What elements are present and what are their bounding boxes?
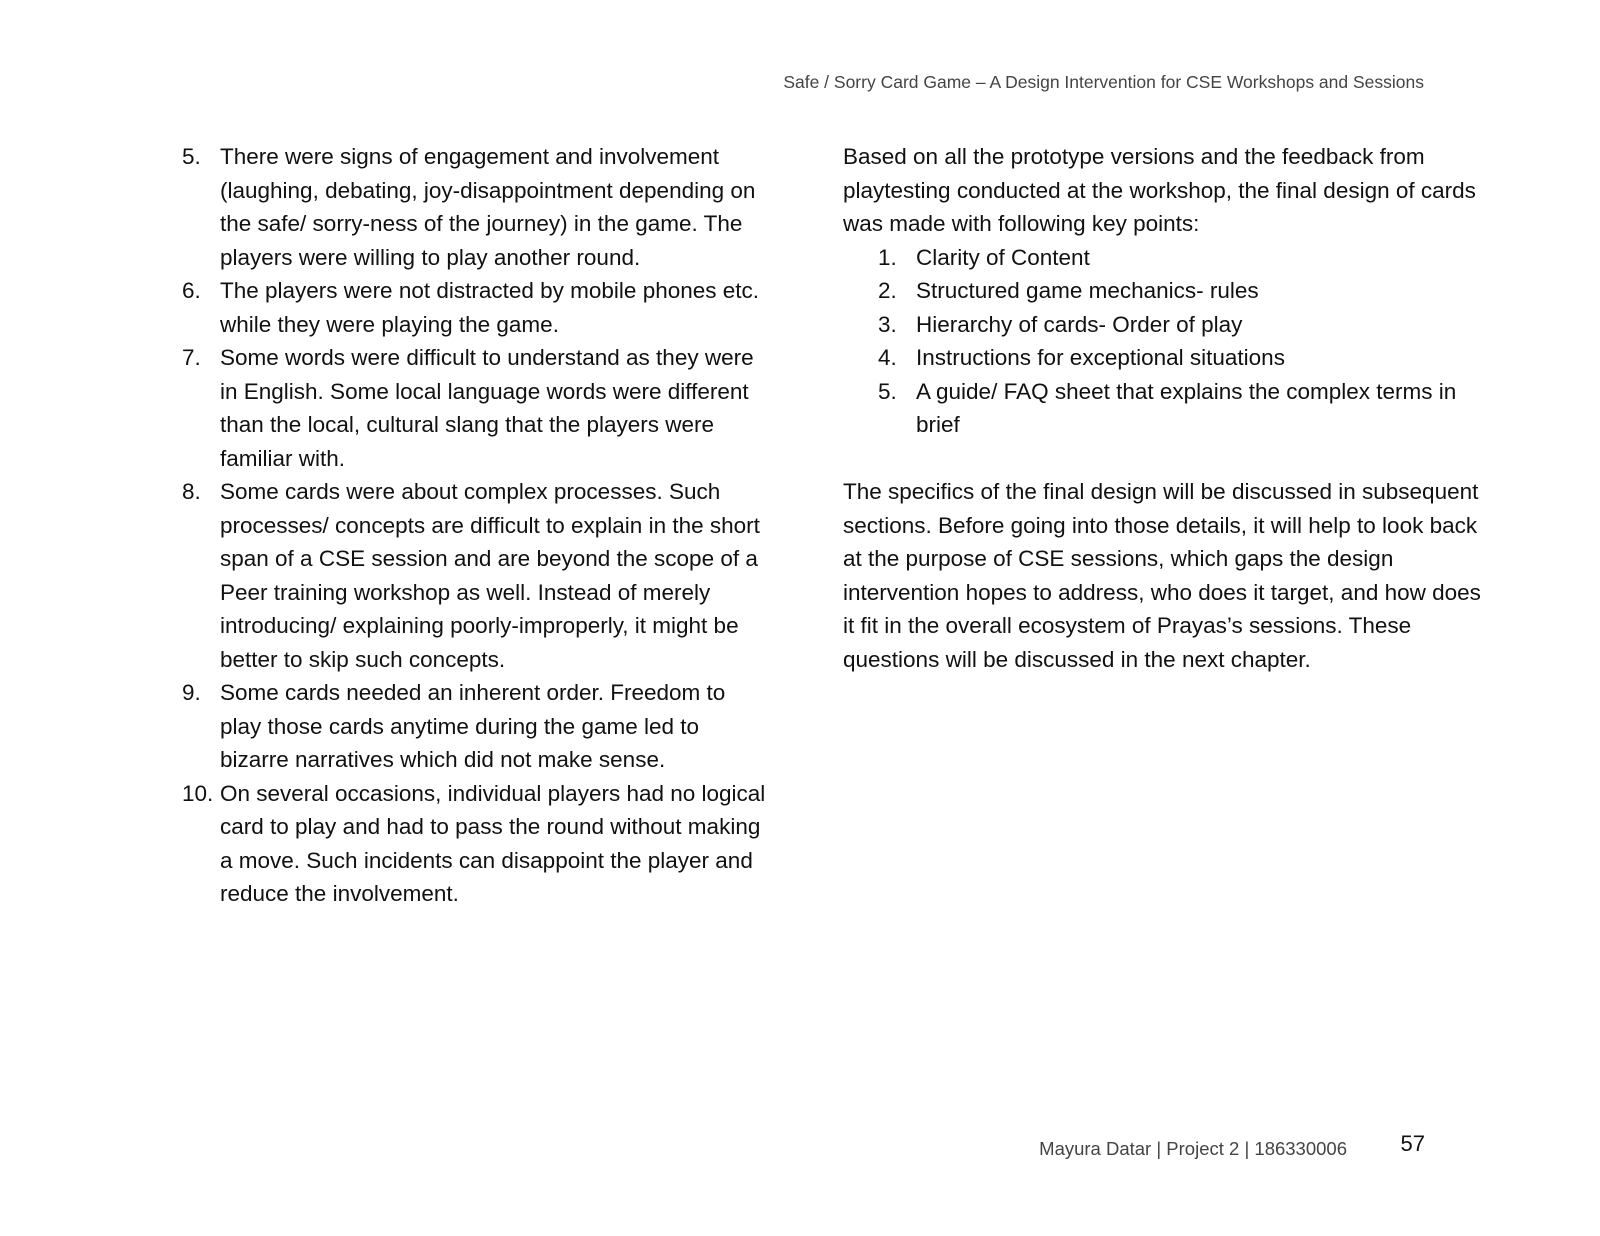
key-point-text: Clarity of Content — [916, 244, 1090, 270]
key-point-number: 3. — [878, 311, 897, 337]
key-point-text: Structured game mechanics- rules — [916, 278, 1259, 303]
key-point-item — [878, 308, 1483, 342]
key-point-number: 4. — [878, 345, 897, 370]
list-item-number: 7. — [182, 345, 201, 370]
list-item-text: Some cards needed an inherent order. Freedom to play those cards anytime during the game led to bizarre narratives which did not make sense. — [220, 680, 726, 772]
key-points-list — [843, 241, 1483, 442]
key-point-item — [878, 341, 1483, 375]
conclusion-paragraph: The specifics of the final design will be discussed in subsequent sections. Before going into those details, it will help to look back at the purpose of CSE sessions, which gaps the design intervention hopes to address, who does it target, and how does it fit in the overall ecosystem of Prayas’s sessions. These questions will be discussed in the next chapter. — [843, 479, 1481, 672]
list-item — [182, 341, 772, 475]
key-point-text: A guide/ FAQ sheet that explains the complex terms in brief — [916, 378, 1457, 437]
right-column — [843, 140, 1483, 676]
list-item — [182, 777, 772, 911]
list-item — [182, 475, 772, 676]
list-item — [182, 140, 772, 274]
list-item-text: On several occasions, individual players had no logical card to play and had to pass the round without making a move. Such incidents can disappoint the player and reduce the involvement. — [220, 780, 766, 906]
list-item-text: There were signs of engagement and involvement (laughing, debating, joy-disappointment depending on the safe/ sorry-ness of the journey) in the game. The players were willing to play another round. — [220, 144, 756, 270]
running-header: Safe / Sorry Card Game – A Design Intervention for CSE Workshops and Sessions — [783, 72, 1424, 92]
left-column — [182, 140, 772, 911]
footer-author-info: Mayura Datar | Project 2 | 186330006 — [1039, 1138, 1347, 1159]
observations-list — [182, 140, 772, 911]
list-item-number: 9. — [182, 680, 201, 705]
key-point-text: Hierarchy of cards- Order of play — [916, 311, 1243, 337]
key-point-number: 5. — [878, 378, 897, 404]
list-item-number: 6. — [182, 278, 201, 303]
list-item-number: 8. — [182, 479, 201, 504]
list-item — [182, 676, 772, 777]
list-item-text: The players were not distracted by mobile phones etc. while they were playing the game. — [220, 278, 760, 337]
intro-paragraph: Based on all the prototype versions and the feedback from playtesting conducted at the workshop, the final design of cards was made with following key points: — [843, 144, 1476, 236]
key-point-text: Instructions for exceptional situations — [916, 345, 1285, 370]
list-item-number: 5. — [182, 144, 201, 169]
key-point-item — [878, 375, 1483, 442]
list-item-text: Some cards were about complex processes. Such processes/ concepts are difficult to explain in the short span of a CSE session and are beyond the scope of a Peer training workshop as well. Instead of merely introducing/ explaining poorly-improperly, it might be better to skip such concepts. — [220, 479, 760, 672]
paragraph-spacer — [843, 442, 1483, 476]
key-point-item — [878, 274, 1483, 308]
list-item-text: Some words were difficult to understand as they were in English. Some local language words were different than the local, cultural slang that the players were familiar with. — [220, 345, 754, 471]
page-number: 57 — [1400, 1131, 1425, 1156]
list-item-number: 10. — [182, 780, 214, 806]
key-point-number: 2. — [878, 278, 897, 303]
list-item — [182, 274, 772, 341]
key-point-number: 1. — [878, 244, 897, 270]
key-point-item — [878, 241, 1483, 275]
